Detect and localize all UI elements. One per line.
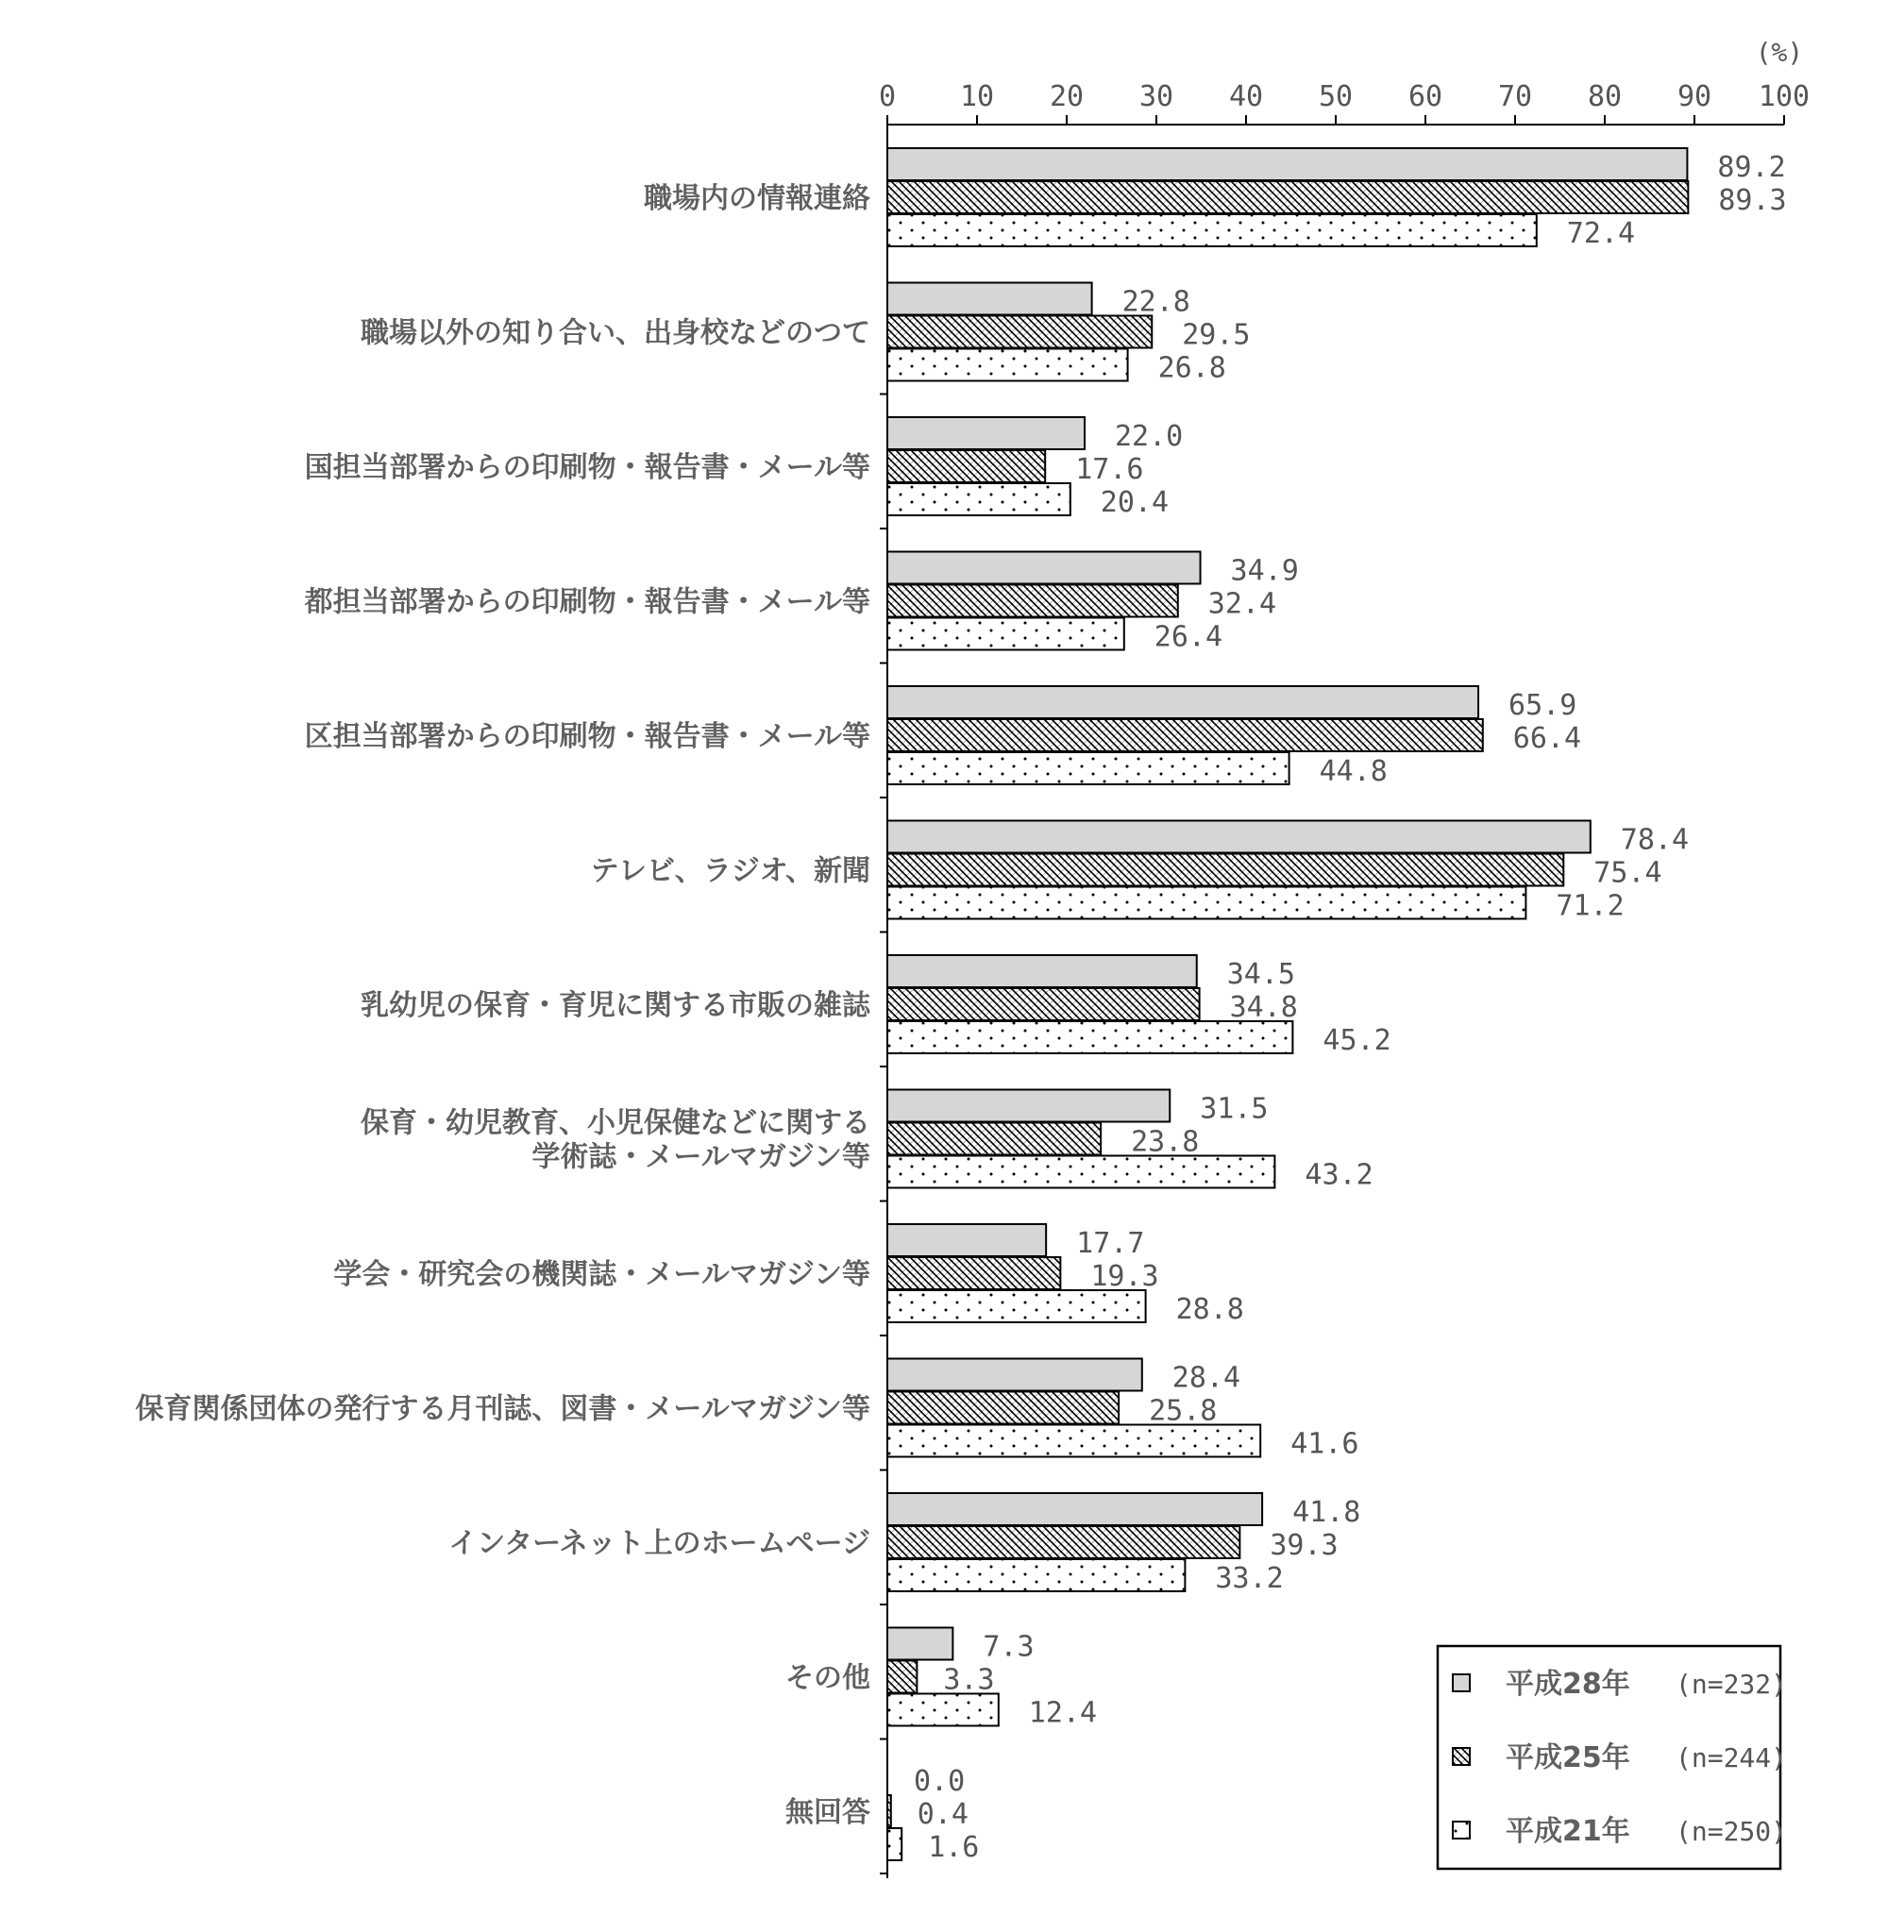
data-label: 26.8 bbox=[1157, 351, 1226, 385]
data-label: 39.3 bbox=[1270, 1529, 1339, 1562]
data-label: 22.8 bbox=[1121, 285, 1190, 319]
bar-平成21年-8 bbox=[887, 1290, 1146, 1322]
bar-平成21年-1 bbox=[887, 349, 1128, 381]
x-tick-label: 100 bbox=[1758, 80, 1811, 113]
x-tick-label: 0 bbox=[878, 80, 897, 113]
category-label: テレビ、ラジオ、新聞 bbox=[590, 854, 870, 888]
data-label: 26.4 bbox=[1154, 620, 1223, 654]
bar-平成21年-6 bbox=[887, 1021, 1292, 1053]
category-label: 職場以外の知り合い、出身校などのつて bbox=[361, 316, 870, 350]
bar-平成28年-2 bbox=[887, 417, 1085, 449]
bar-平成28年-3 bbox=[887, 552, 1201, 584]
bar-平成21年-3 bbox=[887, 618, 1124, 650]
bar-平成21年-5 bbox=[887, 887, 1525, 919]
legend-label: 平成25年 bbox=[1506, 1741, 1630, 1774]
data-label: 29.5 bbox=[1182, 318, 1251, 352]
bar-平成25年-12 bbox=[887, 1795, 891, 1827]
bar-平成25年-11 bbox=[887, 1661, 917, 1693]
category-label: 学会・研究会の機関誌・メールマガジン等 bbox=[333, 1258, 870, 1291]
bar-平成25年-10 bbox=[887, 1526, 1239, 1558]
bar-平成25年-6 bbox=[887, 988, 1200, 1020]
category-label: 無回答 bbox=[785, 1796, 870, 1829]
bar-平成28年-0 bbox=[887, 148, 1687, 180]
category-label: 国担当部署からの印刷物・報告書・メール等 bbox=[304, 451, 870, 484]
bar-平成25年-0 bbox=[887, 181, 1688, 213]
data-label: 33.2 bbox=[1215, 1562, 1284, 1595]
data-label: 28.4 bbox=[1171, 1361, 1241, 1395]
data-label: 0.0 bbox=[914, 1765, 966, 1798]
legend-swatch bbox=[1453, 1822, 1470, 1839]
data-label: 17.6 bbox=[1075, 453, 1144, 486]
bar-平成25年-8 bbox=[887, 1257, 1060, 1289]
data-label: 75.4 bbox=[1593, 856, 1662, 890]
data-label: 31.5 bbox=[1200, 1092, 1269, 1126]
legend-n: (n=244) bbox=[1676, 1742, 1788, 1773]
legend-label: 平成28年 bbox=[1506, 1668, 1630, 1701]
unit-label: (%) bbox=[1755, 37, 1804, 68]
bar-平成25年-7 bbox=[887, 1123, 1101, 1155]
data-label: 72.4 bbox=[1566, 217, 1636, 250]
bar-平成28年-10 bbox=[887, 1493, 1262, 1525]
x-tick-label: 30 bbox=[1138, 80, 1174, 113]
x-tick-label: 80 bbox=[1587, 80, 1623, 113]
data-label: 19.3 bbox=[1090, 1260, 1159, 1293]
bar-平成25年-4 bbox=[887, 719, 1483, 751]
category-label: 学術誌・メールマガジン等 bbox=[531, 1140, 870, 1174]
category-label: インターネット上のホームページ bbox=[448, 1527, 870, 1560]
category-label: その他 bbox=[785, 1661, 870, 1695]
legend-n: (n=232) bbox=[1676, 1669, 1788, 1700]
bar-平成25年-1 bbox=[887, 316, 1152, 348]
bar-平成21年-2 bbox=[887, 483, 1070, 515]
x-tick-label: 20 bbox=[1049, 80, 1085, 113]
data-label: 17.7 bbox=[1076, 1227, 1145, 1260]
x-tick-label: 90 bbox=[1677, 80, 1712, 113]
data-label: 22.0 bbox=[1115, 420, 1184, 453]
data-label: 89.3 bbox=[1718, 184, 1787, 217]
data-label: 20.4 bbox=[1100, 486, 1170, 519]
bar-平成21年-9 bbox=[887, 1425, 1260, 1457]
data-label: 7.3 bbox=[983, 1630, 1035, 1664]
data-label: 34.8 bbox=[1229, 991, 1298, 1024]
data-label: 3.3 bbox=[943, 1663, 995, 1697]
bar-平成28年-4 bbox=[887, 686, 1478, 718]
data-label: 25.8 bbox=[1149, 1394, 1218, 1428]
legend-swatch bbox=[1453, 1674, 1470, 1691]
data-label: 34.5 bbox=[1226, 958, 1295, 991]
bar-平成25年-5 bbox=[887, 854, 1563, 886]
data-label: 78.4 bbox=[1620, 823, 1690, 857]
category-label: 保育・幼児教育、小児保健などに関する bbox=[361, 1106, 870, 1140]
bar-平成21年-11 bbox=[887, 1694, 999, 1726]
data-label: 43.2 bbox=[1305, 1158, 1373, 1192]
bar-平成28年-5 bbox=[887, 821, 1591, 853]
bar-平成21年-12 bbox=[887, 1828, 901, 1860]
data-label: 66.4 bbox=[1512, 722, 1582, 755]
legend-n: (n=250) bbox=[1676, 1816, 1788, 1847]
data-label: 41.8 bbox=[1292, 1496, 1361, 1529]
data-label: 34.9 bbox=[1230, 554, 1299, 588]
data-label: 32.4 bbox=[1207, 587, 1277, 621]
data-label: 65.9 bbox=[1508, 689, 1577, 722]
bar-平成21年-0 bbox=[887, 214, 1537, 246]
category-label: 職場内の情報連絡 bbox=[644, 182, 870, 215]
bar-平成21年-4 bbox=[887, 752, 1289, 784]
data-label: 28.8 bbox=[1175, 1293, 1244, 1326]
bar-平成25年-2 bbox=[887, 450, 1045, 482]
bar-平成28年-1 bbox=[887, 283, 1092, 315]
bar-平成28年-7 bbox=[887, 1090, 1170, 1122]
bar-平成25年-9 bbox=[887, 1392, 1119, 1424]
data-label: 12.4 bbox=[1028, 1696, 1098, 1730]
data-label: 1.6 bbox=[928, 1831, 980, 1864]
category-label: 保育関係団体の発行する月刊誌、図書・メールマガジン等 bbox=[135, 1392, 870, 1426]
data-label: 71.2 bbox=[1556, 889, 1625, 923]
data-label: 0.4 bbox=[917, 1798, 969, 1831]
bar-平成28年-8 bbox=[887, 1224, 1046, 1256]
x-tick-label: 60 bbox=[1407, 80, 1443, 113]
data-label: 23.8 bbox=[1131, 1125, 1200, 1159]
bar-平成21年-7 bbox=[887, 1156, 1274, 1188]
bar-平成25年-3 bbox=[887, 585, 1178, 617]
category-label: 乳幼児の保育・育児に関する市販の雑誌 bbox=[361, 989, 870, 1022]
legend-swatch bbox=[1453, 1748, 1470, 1765]
bar-平成28年-11 bbox=[887, 1628, 952, 1660]
x-tick-label: 40 bbox=[1228, 80, 1264, 113]
data-label: 45.2 bbox=[1323, 1024, 1391, 1057]
legend-label: 平成21年 bbox=[1506, 1815, 1630, 1848]
category-label: 都担当部署からの印刷物・報告書・メール等 bbox=[304, 585, 870, 619]
x-tick-label: 70 bbox=[1497, 80, 1533, 113]
bar-平成28年-9 bbox=[887, 1359, 1142, 1391]
bar-平成21年-10 bbox=[887, 1559, 1185, 1591]
category-label: 区担当部署からの印刷物・報告書・メール等 bbox=[304, 720, 870, 753]
data-label: 44.8 bbox=[1319, 755, 1388, 788]
x-tick-label: 50 bbox=[1318, 80, 1354, 113]
data-label: 41.6 bbox=[1290, 1427, 1359, 1461]
x-tick-label: 10 bbox=[959, 80, 995, 113]
bar-平成28年-6 bbox=[887, 955, 1197, 987]
data-label: 89.2 bbox=[1717, 151, 1786, 184]
